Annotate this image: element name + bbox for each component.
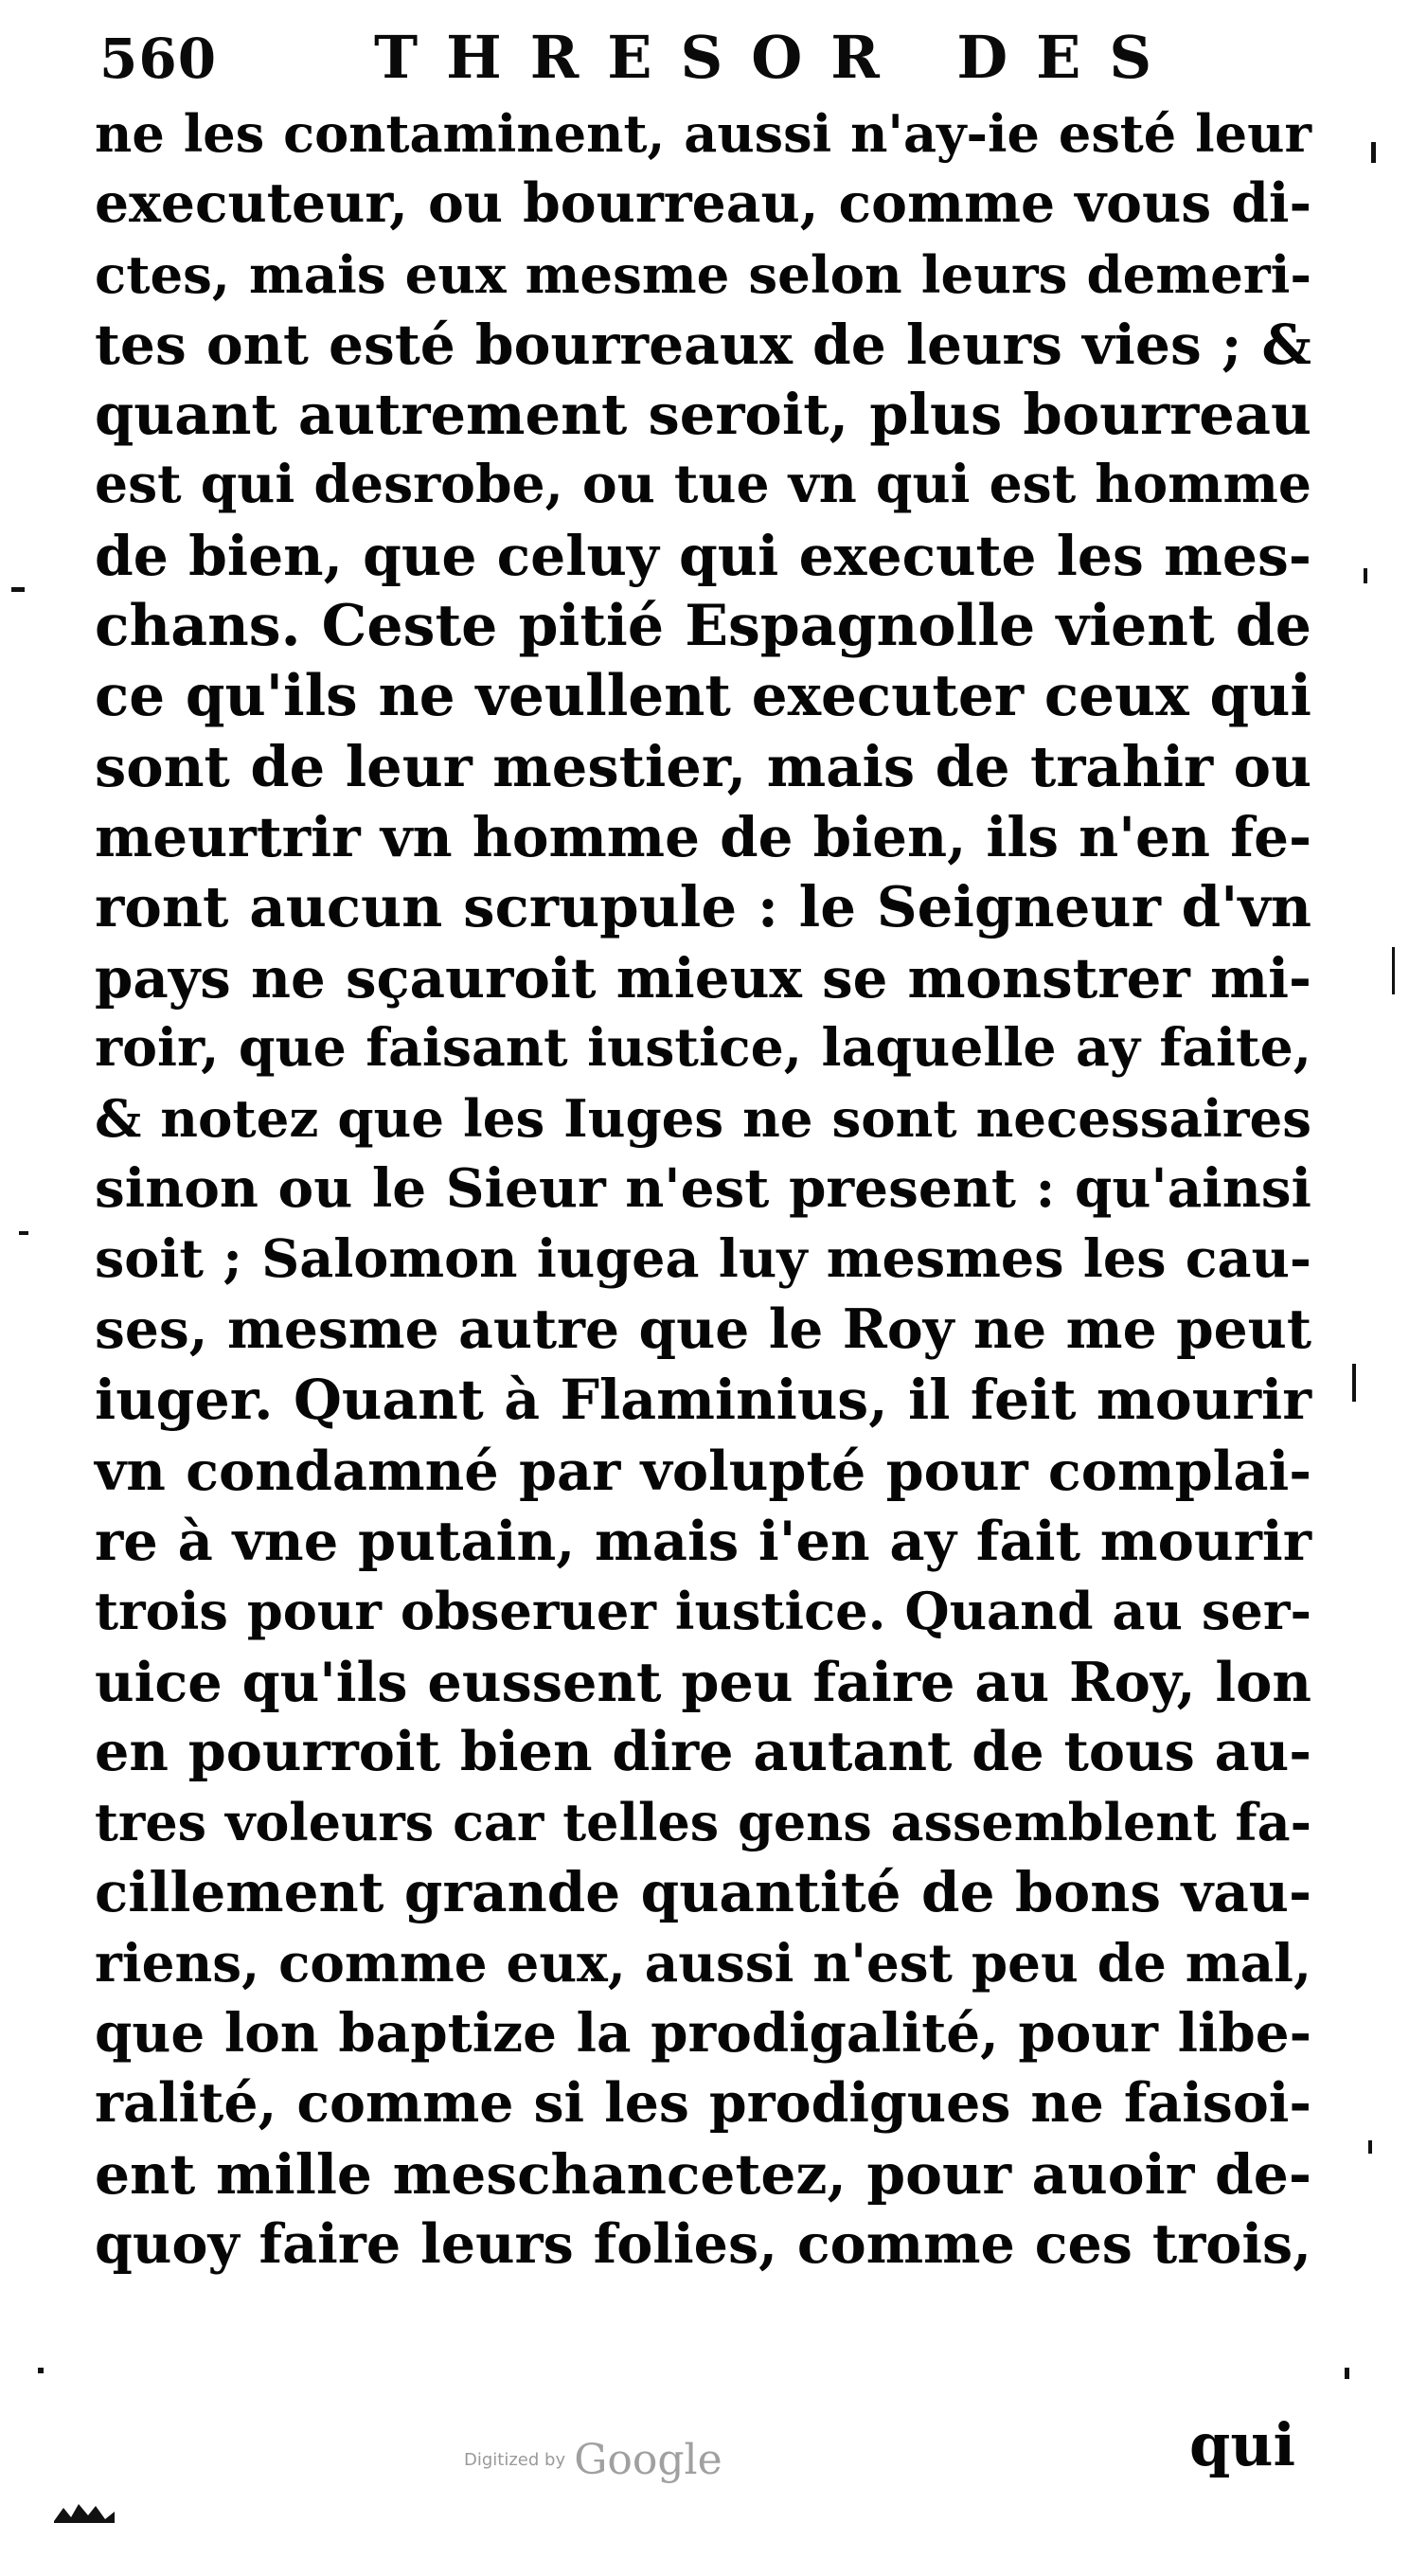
text-line: pays ne sçauroit mieux se monstrer mi- [95,945,1311,1011]
scan-speck [1392,947,1395,994]
text-line: quoy faire leurs folies, comme ces trois, [95,2211,1311,2276]
scan-speck [38,2368,44,2373]
text-line: executeur, ou bourreau, comme vous di- [95,172,1311,236]
text-line: tes ont esté bourreaux de leurs vies ; & [95,311,1311,377]
text-line: de bien, que celuy qui execute les mes- [95,522,1311,588]
text-line: trois pour obseruer iustice. Quand au ser- [95,1581,1311,1642]
text-line: cillement grande quantité de bons vau- [95,1860,1311,1925]
text-line: ses, mesme autre que le Roy ne me peut [95,1298,1311,1362]
scan-speck [19,1231,28,1235]
catchword: qui [1189,2410,1295,2479]
scan-speck [1371,142,1376,163]
scan-speck [1368,2140,1372,2154]
scan-speck [1352,1364,1356,1402]
scan-speck [11,587,25,592]
text-line: ent mille meschancetez, pour auoir de- [95,2140,1311,2207]
text-line: tres voleurs car telles gens assemblent fa- [95,1792,1311,1853]
text-line: re à vne putain, mais i'en ay fait mourir [95,1508,1311,1573]
digitization-watermark [464,2436,722,2484]
text-line: riens, comme eux, aussi n'est peu de mal, [95,1932,1311,1994]
page-number: 560 [99,27,218,91]
text-line: iuger. Quant à Flaminius, il feit mourir [95,1367,1311,1433]
text-line: meurtrir vn homme de bien, ils n'en fe- [95,804,1311,869]
text-line: ctes, mais eux mesme selon leurs demeri- [95,243,1311,305]
watermark-prefix: Digitized by [464,2450,566,2470]
text-line: ne les contaminent, aussi n'ay-ie esté leur [95,103,1311,164]
running-title: THRESOR DES [374,23,1181,92]
text-line: sinon ou le Sieur n'est present : qu'ainsi [95,1157,1311,1221]
text-line: soit ; Salomon iugea luy mesmes les cau- [95,1227,1311,1290]
text-line: que lon baptize la prodigalité, pour libe- [95,2002,1311,2066]
text-line: ront aucun scrupule : le Seigneur d'vn [95,874,1311,941]
ornament-mark [52,2500,118,2525]
text-line: en pourroit bien dire autant de tous au- [95,1719,1311,1783]
google-logo: Google [574,2436,722,2484]
text-line: sont de leur mestier, mais de trahir ou [95,733,1311,799]
scan-speck [1345,2368,1349,2379]
text-line: chans. Ceste pitié Espagnolle vient de [95,593,1311,660]
text-line: roir, que faisant iustice, laquelle ay faite, [95,1016,1311,1079]
text-line: uice qu'ils eussent peu faire au Roy, lon [95,1649,1311,1714]
text-line: quant autrement seroit, plus bourreau [95,382,1311,448]
page-header [99,17,1311,102]
text-line: ralité, comme si les prodigues ne faisoi- [95,2072,1311,2136]
text-line: est qui desrobe, ou tue vn qui est homme [95,454,1311,516]
scan-speck [1364,568,1367,583]
text-line: ce qu'ils ne veullent executer ceux qui [95,663,1311,730]
text-line: & notez que les Iuges ne sont necessaires [95,1088,1311,1150]
text-line: vn condamné par volupté pour complai- [95,1438,1311,1503]
body-text [95,98,1311,2280]
